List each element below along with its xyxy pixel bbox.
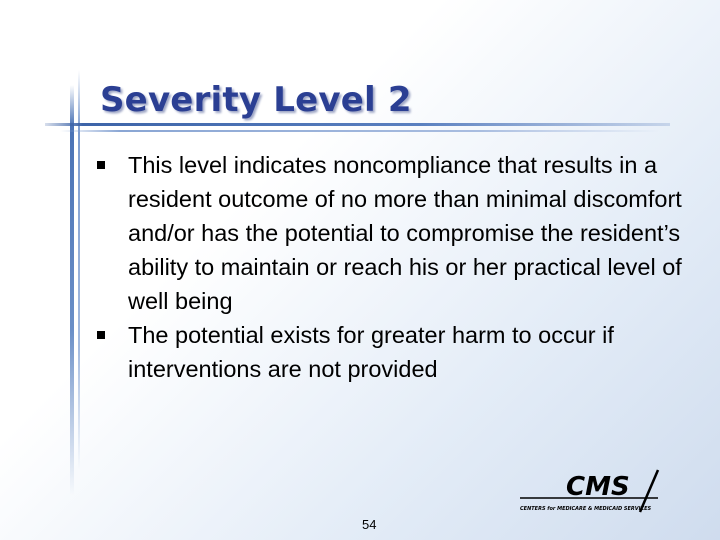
bullet-text: This level indicates noncompliance that results in a resident outcome of no more than minimal discomfort and/or has the potential to compromise the resident’s ability to maintain or reach his or her practical level of well being (128, 152, 682, 314)
decorative-horizontal-line (45, 123, 670, 126)
logo-tagline: CENTERS for MEDICARE & MEDICAID SERVICES (520, 506, 652, 512)
bullet-square-icon (97, 161, 105, 169)
logo-wordmark: CMS (566, 472, 630, 502)
decorative-vertical-line (70, 85, 74, 495)
bullet-item (97, 148, 707, 318)
bullet-square-icon (97, 331, 105, 339)
cms-logo (518, 468, 668, 520)
bullet-item (97, 318, 707, 386)
page-number: 54 (362, 517, 377, 532)
bullet-list (97, 148, 707, 386)
bullet-text: The potential exists for greater harm to occur if interventions are not provided (128, 322, 614, 382)
slide-title: Severity Level 2 (100, 80, 412, 120)
decorative-horizontal-line-secondary (60, 130, 660, 132)
